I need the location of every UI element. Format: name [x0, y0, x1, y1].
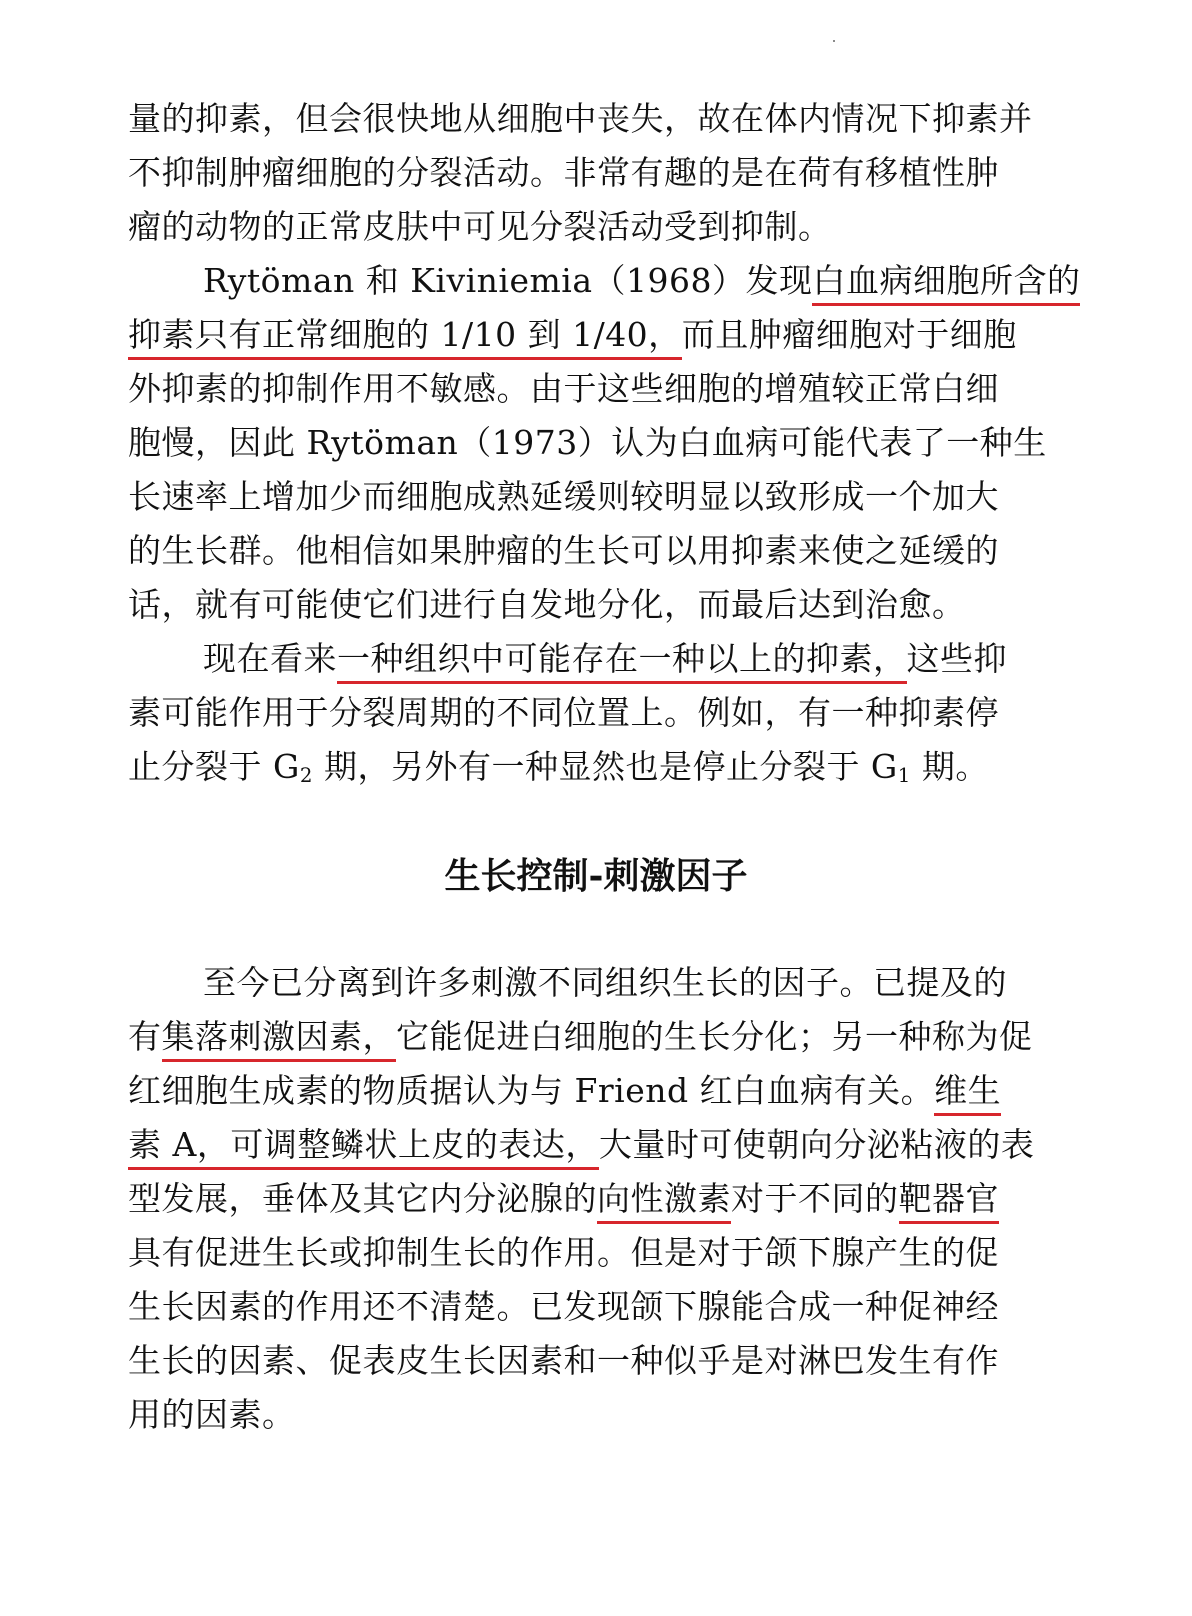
text-line: [128, 740, 989, 794]
text-line: [203, 254, 1080, 308]
underlined-phrase: 靶器官: [899, 1179, 1000, 1224]
text-line: [128, 1334, 999, 1388]
text-line: [128, 1010, 1033, 1064]
section-heading: 生长控制-刺激因子: [444, 855, 748, 897]
text-span: 有: [128, 1017, 162, 1056]
text-span: 量的抑素，但会很快地从细胞中丧失，故在体内情况下抑素并: [128, 99, 1033, 138]
underlined-phrase: 维生: [934, 1071, 1001, 1116]
text-line: [203, 956, 1007, 1010]
subscript: 2: [299, 763, 313, 787]
text-line: [128, 362, 999, 416]
text-span: 大量时可使朝向分泌粘液的表: [598, 1125, 1035, 1164]
text-span: 型发展，垂体及其它内分泌腺的: [128, 1179, 597, 1218]
text-span: 红细胞生成素的物质据认为与 Friend 红白血病有关。: [128, 1071, 935, 1110]
text-span: 瘤的动物的正常皮肤中可见分裂活动受到抑制。: [128, 207, 832, 246]
text-line: [128, 200, 832, 254]
text-line: [128, 1064, 1001, 1118]
text-span: 它能促进白细胞的生长分化；另一种称为促: [396, 1017, 1033, 1056]
subscript: 1: [897, 763, 911, 787]
text-span: 现在看来: [203, 639, 337, 678]
text-line: [128, 146, 999, 200]
underlined-phrase: 素 A，可调整鳞状上皮的表达，: [128, 1125, 599, 1170]
text-line: [128, 308, 1017, 362]
text-span: 外抑素的抑制作用不敏感。由于这些细胞的增殖较正常白细: [128, 369, 999, 408]
text-span: 具有促进生长或抑制生长的作用。但是对于颌下腺产生的促: [128, 1233, 999, 1272]
underlined-phrase: 一种组织中可能存在一种以上的抑素，: [337, 639, 907, 684]
scan-speck: [833, 40, 835, 42]
text-span: 不抑制肿瘤细胞的分裂活动。非常有趣的是在荷有移植性肿: [128, 153, 999, 192]
text-line: [128, 686, 999, 740]
text-span: 对于不同的: [731, 1179, 899, 1218]
text-line: [128, 1118, 1034, 1172]
underlined-phrase: 集落刺激因素，: [162, 1017, 397, 1062]
text-line: [128, 1172, 999, 1226]
text-span: 的生长群。他相信如果肿瘤的生长可以用抑素来使之延缓的: [128, 531, 999, 570]
text-span: 话，就有可能使它们进行自发地分化，而最后达到治愈。: [128, 585, 966, 624]
text-span: 生长因素的作用还不清楚。已发现颌下腺能合成一种促神经: [128, 1287, 999, 1326]
text-line: [128, 416, 1047, 470]
text-span: Rytöman 和 Kiviniemia（1968）发现: [203, 261, 813, 300]
underlined-phrase: 向性激素: [597, 1179, 731, 1224]
text-line: [203, 632, 1007, 686]
text-line: [128, 1388, 296, 1442]
text-line: [128, 578, 966, 632]
text-span: 期，另外有一种显然也是停止分裂于 G: [312, 747, 898, 786]
text-span: 而且肿瘤细胞对于细胞: [681, 315, 1017, 354]
text-line: [128, 524, 999, 578]
text-span: 这些抑: [906, 639, 1007, 678]
text-line: [128, 1280, 999, 1334]
underlined-phrase: 白血病细胞所含的: [812, 261, 1080, 306]
text-line: [128, 92, 1033, 146]
text-span: 长速率上增加少而细胞成熟延缓则较明显以致形成一个加大: [128, 477, 999, 516]
text-span: 胞慢，因此 Rytöman（1973）认为白血病可能代表了一种生: [128, 423, 1047, 462]
text-span: 用的因素。: [128, 1395, 296, 1434]
text-line: [128, 470, 999, 524]
text-span: 止分裂于 G: [128, 747, 300, 786]
text-span: 期。: [910, 747, 989, 786]
text-line: [128, 1226, 999, 1280]
underlined-phrase: 抑素只有正常细胞的 1/10 到 1/40，: [128, 315, 682, 360]
text-span: 至今已分离到许多刺激不同组织生长的因子。已提及的: [203, 963, 1007, 1002]
text-span: 生长的因素、促表皮生长因素和一种似乎是对淋巴发生有作: [128, 1341, 999, 1380]
text-span: 素可能作用于分裂周期的不同位置上。例如，有一种抑素停: [128, 693, 999, 732]
